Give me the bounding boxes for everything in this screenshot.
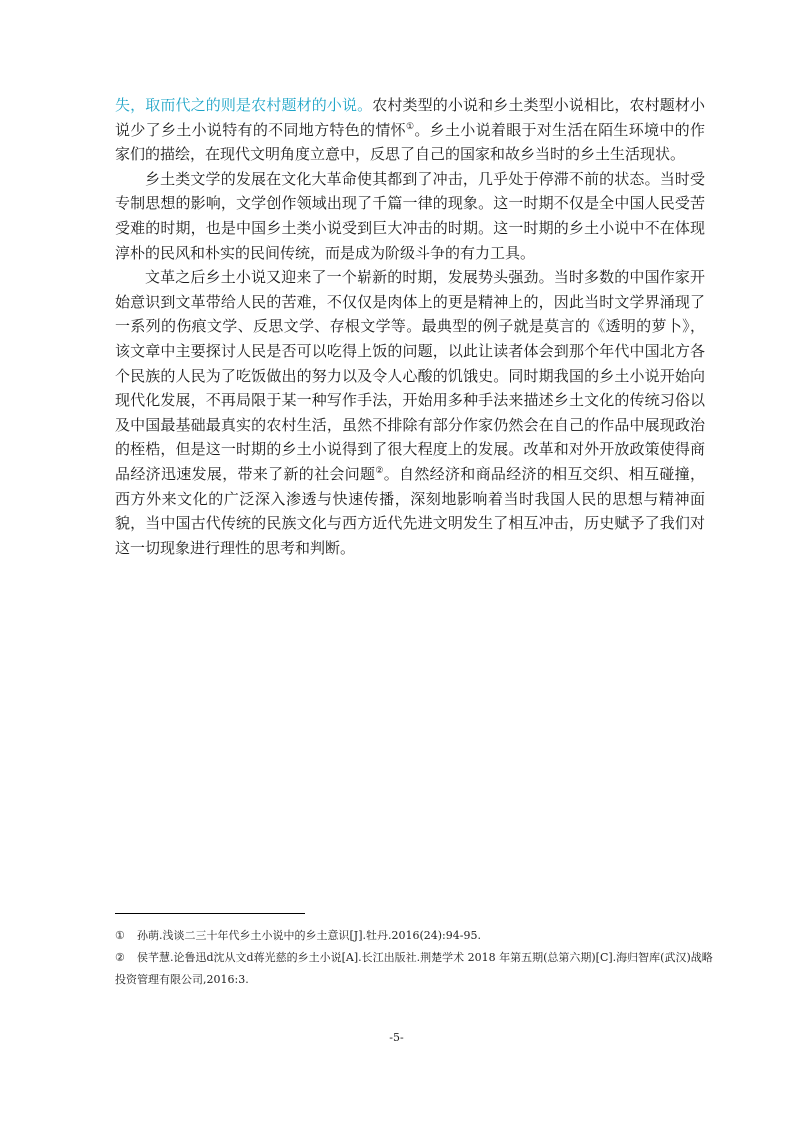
footnote-1-text: 孙萌.浅谈二三十年代乡土小说中的乡土意识[J].牡丹.2016(24):94-95. [137,929,481,942]
footnote-2-mark: ② [115,951,125,964]
footnote-ref-2[interactable]: ② [375,465,384,476]
paragraph-3-text-b: 。自然经济和商品经济的相互交织、相互碰撞，西方外来文化的广泛深入渗透与快速传播，深刻地影响着当时我国人民的思想与精神面貌，当中国古代传统的民族文化与西方近代先进文明发生了相互冲击，历史赋予了我们对这一切现象进行理性的思考和判断。 [115,464,705,557]
page-number: -5- [389,1031,404,1044]
body-text [115,93,705,560]
paragraph-1-text-b: 。乡土小说着眼于对生活在陌生环境中的作家们的描绘，在现代文明角度立意中，反思了自己的国家和故乡当时的乡土生活现状。 [115,120,705,164]
footnote-1 [115,925,715,947]
footnote-ref-1[interactable]: ① [405,121,415,132]
paragraph-3 [115,265,705,560]
footnote-2-text: 侯芊慧.论鲁迅d沈从文d蒋光慈的乡土小说[A].长江出版社.荆楚学术 2018 年第五期(总第六期)[C].海归智库(武汉)战略投资管理有限公司,2016:3. [115,951,713,986]
paragraph-1 [115,93,705,167]
footnote-2 [115,947,715,991]
paragraph-2: 乡土类文学的发展在文化大革命使其都到了冲击，几乎处于停滞不前的状态。当时受专制思想的影响，文学创作领域出现了千篇一律的现象。这一时期不仅是全中国人民受苦受难的时期，也是中国乡土类小说受到巨大冲击的时期。这一时期的乡土小说中不在体现淳朴的民风和朴实的民间传统，而是成为阶级斗争的有力工具。 [115,169,705,262]
paragraph-1-text-a: 农村类型的小说和乡土类型小说相比，农村题材小说少了乡土小说特有的不同地方特色的情怀 [115,96,705,139]
highlighted-text: 失，取而代之的则是农村题材的小说。 [115,96,373,114]
footnote-1-mark: ① [115,929,125,942]
footnotes [115,925,715,991]
footnote-divider [115,913,305,914]
paragraph-3-text-a: 文革之后乡土小说又迎来了一个崭新的时期，发展势头强劲。当时多数的中国作家开始意识到文革带给人民的苦难，不仅仅是肉体上的更是精神上的，因此当时文学界涌现了一系列的伤痕文学、反思文学、存根文学等。最典型的例子就是莫言的《透明的萝卜》，该文章中主要探讨人民是否可以吃得上饭的问题，以此让读者体会到那个年代中国北方各个民族的人民为了吃饭做出的努力以及令人心酸的饥饿史。同时期我国的乡土小说开始向现代化发展，不再局限于某一种写作手法，开始用多种手法来描述乡土文化的传统习俗以及中国最基础最真实的农村生活，虽然不排除有部分作家仍然会在自己的作品中展现政治的桎梏，但是这一时期的乡土小说得到了很大程度上的发展。改革和对外开放政策使得商品经济迅速发展，带来了新的社会问题 [115,268,705,483]
